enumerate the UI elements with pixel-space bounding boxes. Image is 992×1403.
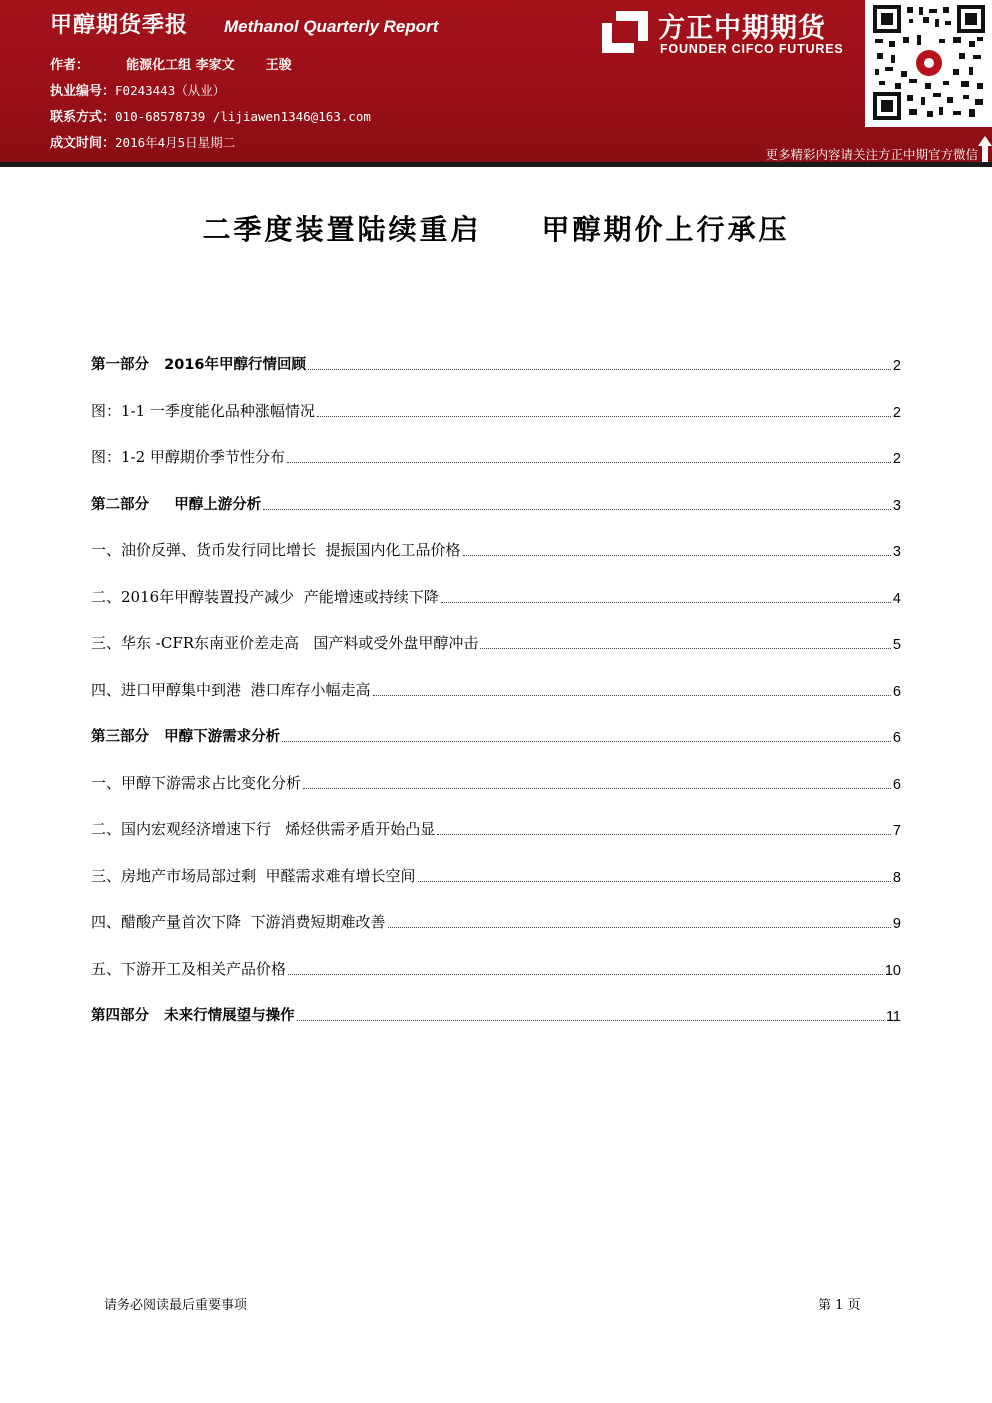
date-value: 2016年4月5日星期二 [115,135,236,150]
toc-entry-label: 第二部分 甲醇上游分析 [91,496,262,513]
toc-entry-label: 一、油价反弹、货币发行同比增长 提振国内化工品价格 [91,541,461,559]
document-title [0,208,992,248]
document-title-part1: 二季度装置陆续重启 [202,213,482,246]
toc-entry[interactable] [91,864,901,886]
toc-dot-leader [287,461,891,463]
wechat-qr-code[interactable] [865,0,992,127]
toc-entry[interactable] [91,910,901,932]
toc-dot-leader [463,554,891,556]
toc-dot-leader [282,740,891,742]
contact-label: 联系方式： [50,110,116,125]
footer-page-number: 第 1 页 [818,1298,861,1313]
report-title-cn: 甲醇期货季报 [50,13,189,38]
license-value: F0243443（从业） [115,83,226,98]
document-title-part2: 甲醇期价上行承压 [541,213,790,246]
author-value: 能源化工组 李家文 [126,58,235,73]
toc-entry-page: 3 [892,497,901,514]
toc-entry-page: 3 [892,544,901,560]
toc-dot-leader [480,647,891,649]
toc-entry[interactable] [91,538,901,560]
toc-entry[interactable] [91,817,901,839]
toc-entry-label: 图：1-2 甲醇期价季节性分布 [91,448,285,466]
company-logo-cn: 方正中期期货 [658,13,826,44]
contact-value: 010-68578739 /lijiawen1346@163.com [115,109,371,124]
toc-entry-page: 7 [892,823,901,839]
company-logo-en: FOUNDER CIFCO FUTURES [660,42,844,56]
toc-entry-page: 8 [892,869,901,886]
toc-entry-page: 10 [884,962,901,979]
toc-entry-label: 第四部分 未来行情展望与操作 [91,1008,295,1024]
qr-code-icon [873,5,985,120]
toc-entry-page: 2 [892,451,901,467]
toc-entry-label: 四、进口甲醇集中到港 港口库存小幅走高 [91,680,371,699]
toc-dot-leader [297,1019,884,1021]
toc-entry-page: 2 [892,358,901,374]
toc-entry-label: 四、醋酸产量首次下降 下游消费短期难改善 [91,913,386,931]
toc-entry-page: 2 [892,404,901,421]
toc-entry[interactable] [91,445,901,467]
toc-dot-leader [263,508,891,510]
arrow-up-icon [978,136,992,162]
toc-entry[interactable] [91,585,901,607]
toc-entry[interactable] [91,631,901,653]
toc-entry-label: 二、2016年甲醇装置投产减少 产能增速或持续下降 [91,587,439,606]
toc-entry-page: 9 [892,916,901,932]
toc-entry-label: 三、房地产市场局部过剩 甲醛需求难有增长空间 [91,866,416,885]
toc-entry-label: 五、下游开工及相关产品价格 [91,959,287,978]
toc-entry-label: 一、甲醇下游需求占比变化分析 [91,773,302,792]
toc-entry-page: 6 [892,683,901,700]
date-line [50,132,235,151]
toc-section-entry[interactable] [91,352,901,374]
license-label: 执业编号： [50,84,116,99]
footer-notice: 请务必阅读最后重要事项 [104,1298,248,1313]
header-divider [0,162,992,167]
toc-entry-label: 三、华东 -CFR东南亚价差走高 国产料或受外盘甲醇冲击 [91,634,479,652]
author-value-2: 王骏 [265,58,292,73]
toc-dot-leader [418,880,891,882]
toc-entry-page: 11 [885,1009,901,1025]
toc-section-entry[interactable] [91,492,901,514]
toc-entry-page: 6 [892,730,901,746]
toc-dot-leader [441,601,891,603]
author-line [50,54,292,73]
report-title-en: Methanol Quarterly Report [224,17,439,36]
toc-section-entry[interactable] [91,1003,901,1025]
toc-entry-label: 第一部分 2016年甲醇行情回顾 [91,357,306,373]
toc-entry-page: 5 [892,637,901,653]
toc-entry-page: 6 [892,776,901,793]
author-label: 作者： [50,58,90,73]
toc-entry-label: 第三部分 甲醇下游需求分析 [91,729,281,745]
toc-section-entry[interactable] [91,724,901,746]
toc-entry-label: 图：1-1 一季度能化品种涨幅情况 [91,401,315,420]
wechat-follow-note: 更多精彩内容请关注方正中期官方微信 [765,147,978,162]
license-line [50,80,225,99]
toc-entry[interactable] [91,399,901,421]
toc-entry-page: 4 [892,590,901,607]
toc-entry-label: 二、国内宏观经济增速下行 烯烃供需矛盾开始凸显 [91,820,436,838]
founder-logo-icon [602,11,648,53]
toc-dot-leader [388,926,891,928]
toc-dot-leader [373,694,891,696]
toc-dot-leader [288,973,883,975]
toc-dot-leader [303,787,891,789]
toc-dot-leader [308,368,891,370]
contact-line [50,106,371,125]
toc-dot-leader [437,833,891,835]
toc-entry[interactable] [91,678,901,700]
report-header-banner [0,0,992,162]
date-label: 成文时间： [50,136,116,151]
toc-entry[interactable] [91,957,901,979]
toc-entry[interactable] [91,771,901,793]
toc-dot-leader [317,415,891,417]
